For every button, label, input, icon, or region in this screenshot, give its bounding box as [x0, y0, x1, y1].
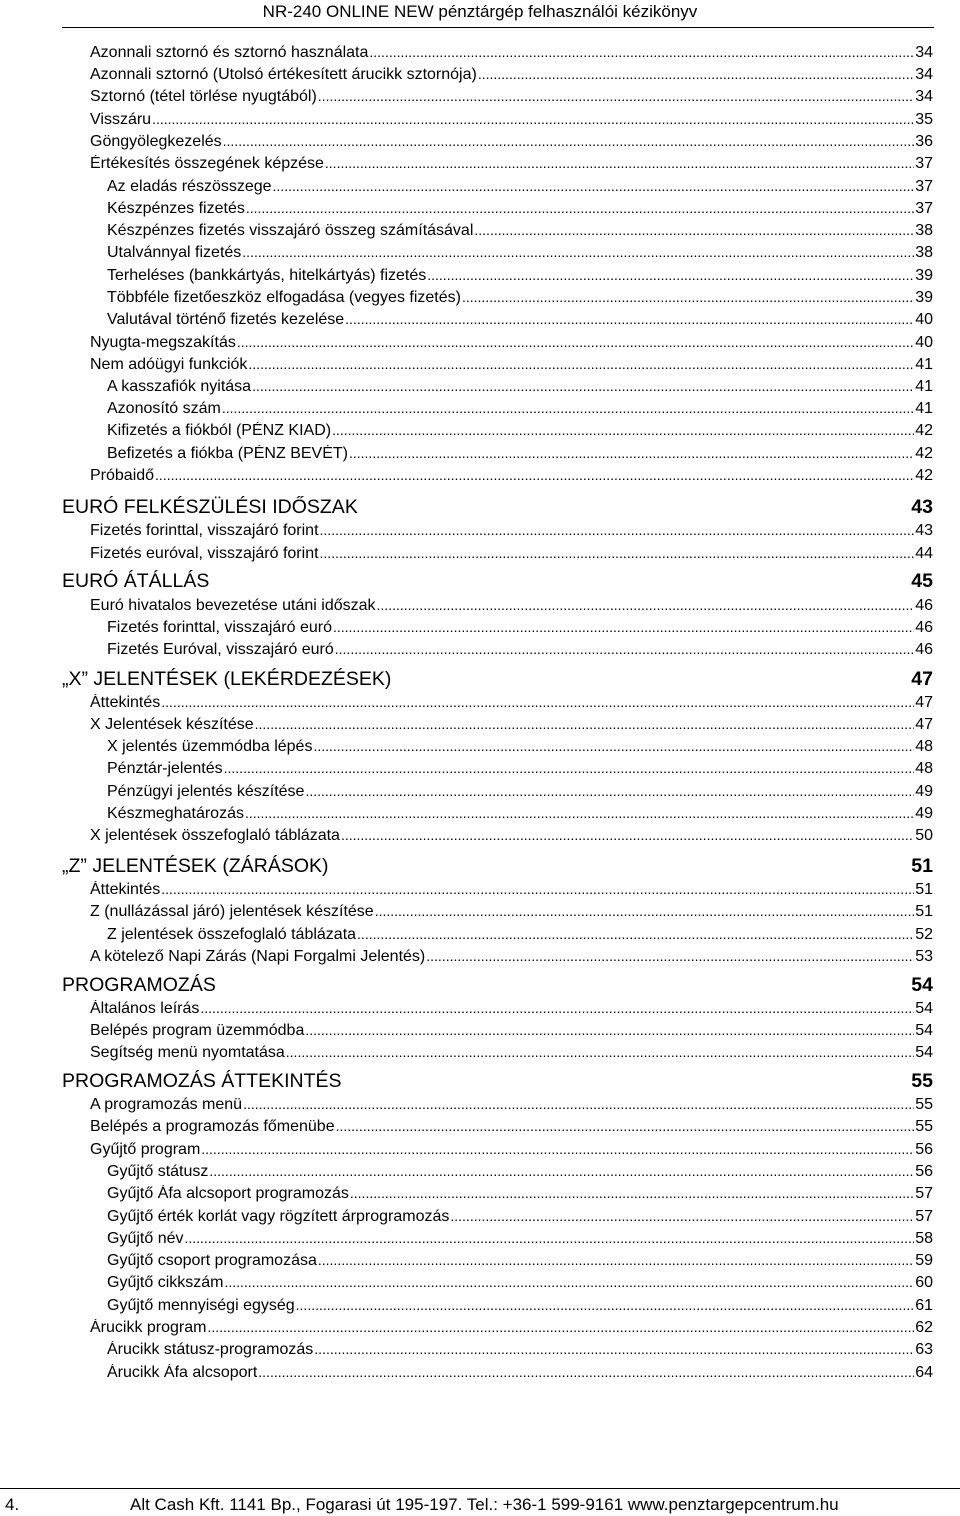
toc-entry-title: Azonosító szám: [107, 400, 221, 417]
toc-entry[interactable]: [107, 200, 933, 220]
dot-leader: [349, 445, 914, 461]
toc-entry-page: 37: [915, 200, 933, 217]
toc-entry-page: 46: [915, 619, 933, 636]
dot-leader: [286, 1044, 914, 1060]
dot-leader: [243, 1096, 914, 1112]
dot-leader: [246, 200, 914, 216]
dot-leader: [255, 716, 915, 732]
dot-leader: [237, 334, 914, 350]
toc-entry-title: Pénztár-jelentés: [107, 760, 223, 777]
toc-entry-page: 34: [915, 66, 933, 83]
toc-entry[interactable]: [107, 422, 933, 442]
toc-entry[interactable]: [90, 44, 933, 64]
toc-entry-title: Kifizetés a fiókból (PÉNZ KIAD): [107, 422, 332, 439]
toc-entry-page: 39: [915, 289, 933, 306]
dot-leader: [333, 619, 914, 635]
dot-leader: [320, 545, 915, 561]
toc-entry-page: 47: [911, 668, 933, 690]
toc-entry[interactable]: [90, 827, 933, 847]
toc-entry-title: Nem adóügyi funkciók: [90, 356, 248, 373]
toc-entry-title: Gyűjtő érték korlát vagy rögzített árprogramozás: [107, 1208, 450, 1225]
toc-entry-title: Befizetés a fiókba (PÉNZ BEVÉT): [107, 445, 348, 462]
toc-entry-page: 40: [915, 311, 933, 328]
toc-entry[interactable]: [107, 1230, 933, 1250]
toc-entry[interactable]: [107, 267, 933, 287]
toc-entry-title: Gyűjtő cikkszám: [107, 1274, 224, 1291]
toc-entry-title: Általános leírás: [90, 1000, 200, 1017]
toc-entry-title: Euró hivatalos bevezetése utáni időszak: [90, 597, 376, 614]
dot-leader: [332, 422, 914, 438]
toc-entry[interactable]: [107, 445, 933, 465]
toc-entry-page: 47: [915, 694, 933, 711]
toc-entry-title: Z jelentések összefoglaló táblázata: [107, 926, 357, 943]
dot-leader: [318, 88, 914, 104]
dot-leader: [336, 1118, 915, 1134]
dot-leader: [252, 378, 914, 394]
toc-chapter[interactable]: [62, 496, 933, 520]
toc-entry[interactable]: [107, 1185, 933, 1205]
toc-entry[interactable]: [107, 738, 933, 758]
toc-entry-title: Gyűjtő program: [90, 1141, 201, 1158]
dot-leader: [357, 926, 914, 942]
toc-entry-page: 50: [915, 827, 933, 844]
dot-leader: [224, 1274, 914, 1290]
toc-entry-title: Gyűjtő státusz: [107, 1163, 209, 1180]
toc-entry-page: 55: [911, 1070, 933, 1092]
toc-entry-title: Gyűjtő mennyiségi egység: [107, 1297, 295, 1314]
toc-entry-title: Azonnali sztornó (Utolsó értékesített árucikk sztornója): [90, 66, 477, 83]
toc-entry[interactable]: [90, 155, 933, 175]
toc-entry-title: Gyűjtő Áfa alcsoport programozás: [107, 1185, 349, 1202]
dot-leader: [369, 44, 914, 60]
toc-entry-page: 55: [915, 1118, 933, 1135]
toc-entry[interactable]: [107, 311, 933, 331]
toc-entry-page: 52: [915, 926, 933, 943]
toc-entry-page: 54: [915, 1044, 933, 1061]
toc-entry-title: „Z” JELENTÉSEK (ZÁRÁSOK): [62, 855, 329, 877]
toc-entry[interactable]: [107, 619, 933, 639]
dot-leader: [161, 694, 914, 710]
toc-entry[interactable]: [107, 1274, 933, 1294]
toc-entry[interactable]: [90, 1096, 933, 1116]
toc-entry-page: 34: [915, 88, 933, 105]
toc-entry-page: 54: [915, 1000, 933, 1017]
toc-entry-title: Készpénzes fizetés: [107, 200, 245, 217]
toc-entry[interactable]: [90, 903, 933, 923]
toc-entry[interactable]: [90, 334, 933, 354]
toc-entry-page: 42: [915, 422, 933, 439]
toc-entry-page: 41: [915, 356, 933, 373]
dot-leader: [222, 400, 914, 416]
toc-entry-page: 60: [915, 1274, 933, 1291]
header-rule: [62, 27, 934, 28]
toc-entry[interactable]: [107, 1163, 933, 1183]
toc-entry[interactable]: [107, 783, 933, 803]
toc-entry[interactable]: [107, 378, 933, 398]
toc-entry[interactable]: [90, 716, 933, 736]
toc-entry-page: 53: [915, 948, 933, 965]
toc-entry[interactable]: [107, 760, 933, 780]
dot-leader: [155, 467, 914, 483]
toc-entry-title: X jelentések összefoglaló táblázata: [90, 827, 340, 844]
toc-entry[interactable]: [90, 467, 933, 487]
footer-address: Alt Cash Kft. 1141 Bp., Fogarasi út 195-197. Tel.: +36-1 599-9161 www.penztargepcentrum.hu: [130, 1495, 839, 1514]
toc-entry-title: Többféle fizetőeszköz elfogadása (vegyes fizetés): [107, 289, 461, 306]
dot-leader: [201, 1141, 914, 1157]
toc-entry-page: 36: [915, 133, 933, 150]
dot-leader: [248, 356, 914, 372]
toc-entry[interactable]: [90, 111, 933, 131]
toc-entry-title: Árucikk program: [90, 1319, 207, 1336]
toc-entry[interactable]: [107, 289, 933, 309]
toc-entry-title: EURÓ FELKÉSZÜLÉSI IDŐSZAK: [62, 496, 358, 518]
toc-entry-page: 51: [915, 881, 933, 898]
toc-entry-title: Készmeghatározás: [107, 805, 244, 822]
toc-entry[interactable]: [107, 244, 933, 264]
toc-chapter[interactable]: [62, 668, 933, 692]
footer-rule: [0, 1488, 960, 1489]
toc-entry-page: 56: [915, 1163, 933, 1180]
toc-entry[interactable]: [90, 1319, 933, 1339]
dot-leader: [320, 522, 915, 538]
toc-entry-page: 54: [911, 974, 933, 996]
toc-entry-page: 62: [915, 1319, 933, 1336]
toc-entry-page: 38: [915, 222, 933, 239]
dot-leader: [223, 133, 915, 149]
dot-leader: [350, 1185, 914, 1201]
toc-entry[interactable]: [90, 1022, 933, 1042]
toc-entry-page: 54: [915, 1022, 933, 1039]
toc-entry[interactable]: [107, 641, 933, 661]
dot-leader: [245, 805, 914, 821]
toc-entry[interactable]: [90, 1141, 933, 1161]
dot-leader: [426, 948, 914, 964]
toc-entry-title: Fizetés forinttal, visszajáró euró: [107, 619, 332, 636]
toc-entry-page: 55: [915, 1096, 933, 1113]
toc-entry-page: 48: [915, 738, 933, 755]
toc-entry-title: Készpénzes fizetés visszajáró összeg számításával: [107, 222, 474, 239]
dot-leader: [184, 1230, 914, 1246]
toc-entry-page: 47: [915, 716, 933, 733]
toc-entry-page: 34: [915, 44, 933, 61]
toc-entry-page: 61: [915, 1297, 933, 1314]
toc-entry[interactable]: [90, 948, 933, 968]
toc-entry-page: 41: [915, 378, 933, 395]
dot-leader: [450, 1208, 914, 1224]
dot-leader: [152, 111, 914, 127]
toc-entry-title: Utalvánnyal fizetés: [107, 244, 242, 261]
toc-entry-page: 46: [915, 641, 933, 658]
toc-entry-page: 63: [915, 1341, 933, 1358]
dot-leader: [462, 289, 914, 305]
toc-entry-title: A programozás menü: [90, 1096, 243, 1113]
toc-entry-title: Sztornó (tétel törlése nyugtából): [90, 88, 317, 105]
toc-entry-title: Áttekintés: [90, 881, 161, 898]
toc-entry[interactable]: [107, 1364, 933, 1384]
toc-entry-page: 40: [915, 334, 933, 351]
footer-page-number: 4.: [5, 1495, 20, 1514]
toc-entry-page: 45: [911, 570, 933, 592]
toc-entry-page: 57: [915, 1185, 933, 1202]
toc-entry-title: Belépés a programozás főmenübe: [90, 1118, 335, 1135]
toc-entry[interactable]: [90, 881, 933, 901]
toc-entry-title: Visszáru: [90, 111, 152, 128]
toc-entry[interactable]: [90, 1118, 933, 1138]
dot-leader: [314, 1341, 914, 1357]
toc-entry-title: PROGRAMOZÁS ÁTTEKINTÉS: [62, 1070, 342, 1092]
toc-entry-page: 58: [915, 1230, 933, 1247]
toc-entry-page: 43: [911, 496, 933, 518]
toc-entry[interactable]: [90, 88, 933, 108]
toc-entry-title: Fizetés euróval, visszajáró forint: [90, 545, 319, 562]
toc-entry-page: 43: [915, 522, 933, 539]
dot-leader: [325, 155, 914, 171]
toc-entry[interactable]: [107, 178, 933, 198]
dot-leader: [335, 641, 914, 657]
dot-leader: [296, 1297, 915, 1313]
toc-entry-page: 37: [915, 178, 933, 195]
toc-entry-title: Nyugta-megszakítás: [90, 334, 236, 351]
toc-entry-page: 39: [915, 267, 933, 284]
dot-leader: [427, 267, 914, 283]
toc-entry-title: EURÓ ÁTÁLLÁS: [62, 570, 210, 592]
toc-entry[interactable]: [107, 1297, 933, 1317]
dot-leader: [273, 178, 915, 194]
dot-leader: [200, 1000, 914, 1016]
toc-entry-page: 49: [915, 805, 933, 822]
dot-leader: [161, 881, 914, 897]
dot-leader: [242, 244, 914, 260]
dot-leader: [209, 1163, 914, 1179]
toc-entry-page: 57: [915, 1208, 933, 1225]
toc-entry-page: 49: [915, 783, 933, 800]
toc-entry-title: Próbaidő: [90, 467, 155, 484]
toc-entry-title: Árucikk státusz-programozás: [107, 1341, 314, 1358]
dot-leader: [478, 66, 914, 82]
toc-entry[interactable]: [107, 926, 933, 946]
toc-entry-page: 44: [915, 545, 933, 562]
toc-entry[interactable]: [90, 522, 933, 542]
dot-leader: [305, 1022, 914, 1038]
toc-entry-page: 46: [915, 597, 933, 614]
dot-leader: [474, 222, 914, 238]
toc-entry-title: Valutával történő fizetés kezelése: [107, 311, 345, 328]
toc-entry-title: Az eladás részösszege: [107, 178, 272, 195]
toc-entry[interactable]: [107, 1341, 933, 1361]
toc-entry[interactable]: [90, 1044, 933, 1064]
toc-entry[interactable]: [107, 805, 933, 825]
toc-entry-title: Terheléses (bankkártyás, hitelkártyás) fizetés: [107, 267, 427, 284]
toc-entry-title: „X” JELENTÉSEK (LEKÉRDEZÉSEK): [62, 668, 392, 690]
toc-entry-page: 38: [915, 244, 933, 261]
running-header: NR-240 ONLINE NEW pénztárgép felhasználói kézikönyv: [262, 2, 698, 21]
toc-entry[interactable]: [90, 133, 933, 153]
toc-entry-page: 42: [915, 445, 933, 462]
toc-entry-title: Göngyölegkezelés: [90, 133, 222, 150]
dot-leader: [305, 783, 914, 799]
toc-entry[interactable]: [107, 400, 933, 420]
toc-entry-page: 37: [915, 155, 933, 172]
toc-entry-page: 56: [915, 1141, 933, 1158]
toc-entry-title: Fizetés Euróval, visszajáró euró: [107, 641, 334, 658]
dot-leader: [224, 760, 915, 776]
toc-entry-page: 42: [915, 467, 933, 484]
toc-entry-title: Belépés program üzemmódba: [90, 1022, 305, 1039]
toc-entry[interactable]: [107, 1208, 933, 1228]
dot-leader: [377, 597, 915, 613]
toc-entry-page: 48: [915, 760, 933, 777]
dot-leader: [375, 903, 915, 919]
toc-entry-page: 41: [915, 400, 933, 417]
toc-entry-title: Gyűjtő csoport programozása: [107, 1252, 317, 1269]
dot-leader: [345, 311, 914, 327]
toc-entry-title: A kasszafiók nyitása: [107, 378, 252, 395]
toc-entry-title: Fizetés forinttal, visszajáró forint: [90, 522, 319, 539]
dot-leader: [258, 1364, 914, 1380]
dot-leader: [313, 738, 914, 754]
toc-entry[interactable]: [90, 694, 933, 714]
toc-entry-title: X jelentés üzemmódba lépés: [107, 738, 313, 755]
toc-entry-page: 51: [915, 903, 933, 920]
toc-entry[interactable]: [90, 545, 933, 565]
toc-entry[interactable]: [90, 1000, 933, 1020]
toc-entry-page: 35: [915, 111, 933, 128]
toc-entry-title: X Jelentések készítése: [90, 716, 254, 733]
toc-chapter[interactable]: [62, 974, 933, 998]
toc-entry-title: A kötelező Napi Zárás (Napi Forgalmi Jelentés): [90, 948, 426, 965]
toc-entry-page: 64: [915, 1364, 933, 1381]
toc-entry-page: 51: [911, 855, 933, 877]
toc-entry[interactable]: [90, 66, 933, 86]
toc-entry-title: Áttekintés: [90, 694, 161, 711]
toc-chapter[interactable]: [62, 1070, 933, 1094]
dot-leader: [207, 1319, 914, 1335]
toc-entry-page: 59: [915, 1252, 933, 1269]
toc-entry-title: Árucikk Áfa alcsoport: [107, 1364, 258, 1381]
toc-entry-title: Pénzügyi jelentés készítése: [107, 783, 305, 800]
toc-entry-title: Z (nullázással járó) jelentések készítése: [90, 903, 374, 920]
toc-entry-title: Azonnali sztornó és sztornó használata: [90, 44, 369, 61]
toc-entry-title: Segítség menü nyomtatása: [90, 1044, 285, 1061]
dot-leader: [318, 1252, 914, 1268]
toc-entry-title: PROGRAMOZÁS: [62, 974, 216, 996]
toc-entry[interactable]: [90, 356, 933, 376]
toc-entry[interactable]: [90, 597, 933, 617]
dot-leader: [341, 827, 914, 843]
toc-entry-title: Értékesítés összegének képzése: [90, 155, 324, 172]
toc-entry[interactable]: [107, 222, 933, 242]
toc-chapter[interactable]: [62, 570, 933, 594]
toc-chapter[interactable]: [62, 855, 933, 879]
toc-entry[interactable]: [107, 1252, 933, 1272]
toc-entry-title: Gyűjtő név: [107, 1230, 184, 1247]
